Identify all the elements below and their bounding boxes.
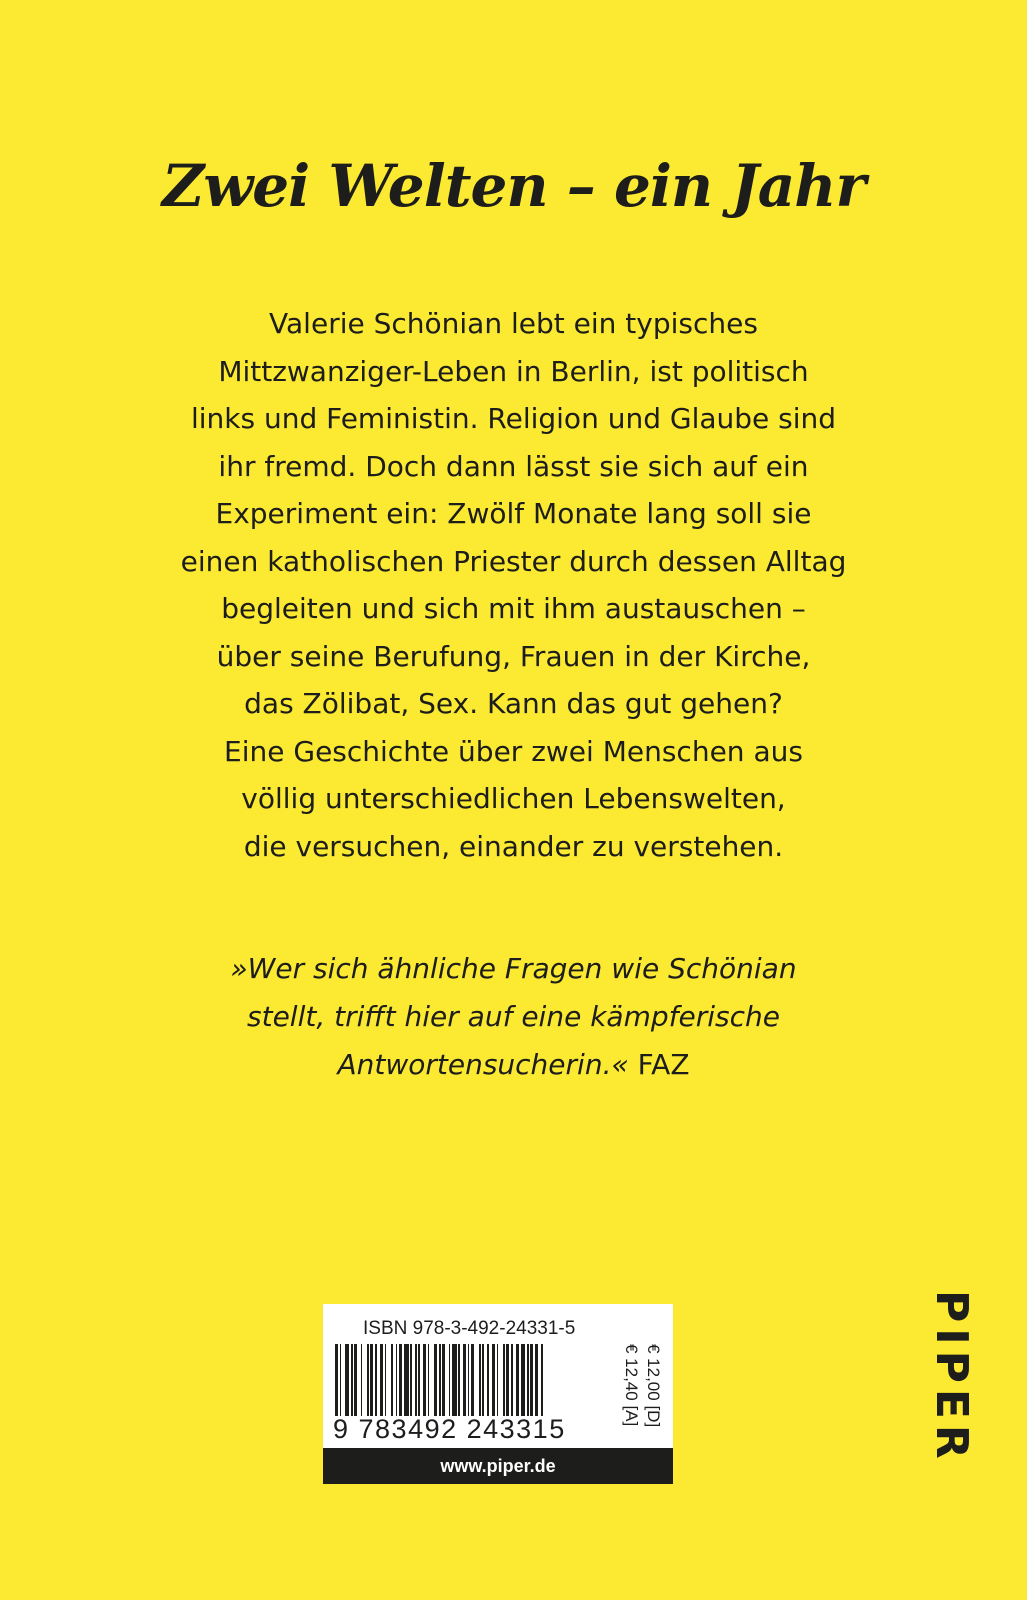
barcode-bar bbox=[396, 1344, 398, 1416]
quote-line: stellt, trifft hier auf eine kämpferische bbox=[247, 1000, 780, 1033]
barcode-bar bbox=[361, 1344, 363, 1416]
publisher-logo bbox=[926, 1290, 977, 1480]
quote-line: »Wer sich ähnliche Fragen wie Schönian bbox=[230, 952, 797, 985]
barcode-bar bbox=[527, 1344, 529, 1416]
barcode-bar bbox=[404, 1344, 409, 1416]
barcode-bar bbox=[345, 1344, 350, 1416]
barcode-bar bbox=[521, 1344, 526, 1416]
barcode-bar bbox=[487, 1344, 489, 1416]
blurb-line: über seine Berufung, Frauen in der Kirche, bbox=[216, 639, 811, 673]
barcode-bar bbox=[511, 1344, 513, 1416]
isbn-digits: 9 783492 243315 bbox=[333, 1414, 566, 1444]
price-germany: € 12,00 [D] bbox=[644, 1344, 663, 1428]
blurb-line: völlig unterschiedlichen Lebenswelten, bbox=[241, 782, 786, 815]
barcode-bar bbox=[354, 1344, 357, 1416]
blurb-text bbox=[150, 300, 877, 870]
barcode-bar bbox=[439, 1344, 441, 1416]
barcode-bar bbox=[370, 1344, 373, 1416]
barcode-bar bbox=[479, 1344, 481, 1416]
barcode-bars bbox=[335, 1344, 615, 1416]
quote-line: Antwortensucherin.« bbox=[337, 1048, 629, 1081]
barcode-bar bbox=[367, 1344, 369, 1416]
barcode-bar bbox=[468, 1344, 470, 1416]
barcode-bar bbox=[340, 1344, 342, 1416]
barcode-bar bbox=[492, 1344, 495, 1416]
barcode-bar bbox=[391, 1344, 393, 1416]
barcode-bar bbox=[380, 1344, 383, 1416]
barcode-bar bbox=[335, 1344, 338, 1416]
blurb-line: links und Feministin. Religion und Glaube sind bbox=[190, 402, 837, 435]
barcode-bar bbox=[530, 1344, 533, 1416]
barcode-bar bbox=[506, 1344, 509, 1416]
blurb-line: die versuchen, einander zu verstehen. bbox=[243, 829, 784, 863]
barcode-bar bbox=[503, 1344, 505, 1416]
barcode-bar bbox=[458, 1344, 460, 1416]
barcode-bar bbox=[482, 1344, 484, 1416]
barcode-bar bbox=[434, 1344, 437, 1416]
barcode-bar bbox=[452, 1344, 457, 1416]
blurb-line: Mittzwanziger-Leben in Berlin, ist politisch bbox=[218, 354, 809, 388]
barcode-bar bbox=[516, 1344, 519, 1416]
barcode-bar bbox=[418, 1344, 420, 1416]
barcode-bar bbox=[415, 1344, 417, 1416]
barcode-bar bbox=[375, 1344, 377, 1416]
blurb-line: begleiten und sich mit ihm austauschen – bbox=[221, 592, 806, 625]
barcode-bar bbox=[423, 1344, 426, 1416]
barcode-bar bbox=[385, 1344, 387, 1416]
press-quote bbox=[150, 945, 877, 1089]
price-block bbox=[619, 1344, 673, 1456]
barcode-bar bbox=[541, 1344, 543, 1416]
quote-line-attribution bbox=[150, 1041, 877, 1089]
book-title: Zwei Welten – ein Jahr bbox=[161, 152, 866, 220]
barcode-bar bbox=[351, 1344, 353, 1416]
blurb-line: Valerie Schönian lebt ein typisches bbox=[269, 307, 758, 340]
isbn-label: ISBN 978-3-492-24331-5 bbox=[363, 1318, 576, 1339]
price-austria: € 12,40 [A] bbox=[622, 1344, 641, 1427]
barcode-bar bbox=[449, 1344, 451, 1416]
barcode-bar bbox=[399, 1344, 402, 1416]
blurb-line: ihr fremd. Doch dann lässt sie sich auf ein bbox=[218, 449, 809, 483]
quote-source: FAZ bbox=[628, 1048, 690, 1081]
blurb-line: Experiment ein: Zwölf Monate lang soll sie bbox=[215, 497, 812, 530]
barcode-panel bbox=[323, 1304, 673, 1484]
barcode-bar bbox=[463, 1344, 466, 1416]
barcode-bar bbox=[471, 1344, 474, 1416]
barcode-bar bbox=[428, 1344, 430, 1416]
barcode-bar bbox=[410, 1344, 412, 1416]
blurb-line: das Zölibat, Sex. Kann das gut gehen? bbox=[244, 687, 783, 720]
barcode-bar bbox=[535, 1344, 538, 1416]
blurb-line: einen katholischen Priester durch dessen Alltag bbox=[180, 544, 847, 578]
blurb-line: Eine Geschichte über zwei Menschen aus bbox=[224, 734, 803, 768]
barcode-bar bbox=[442, 1344, 445, 1416]
publisher-website: www.piper.de bbox=[323, 1448, 673, 1484]
barcode-bar bbox=[497, 1344, 499, 1416]
publisher-name: PIPER bbox=[926, 1290, 977, 1465]
